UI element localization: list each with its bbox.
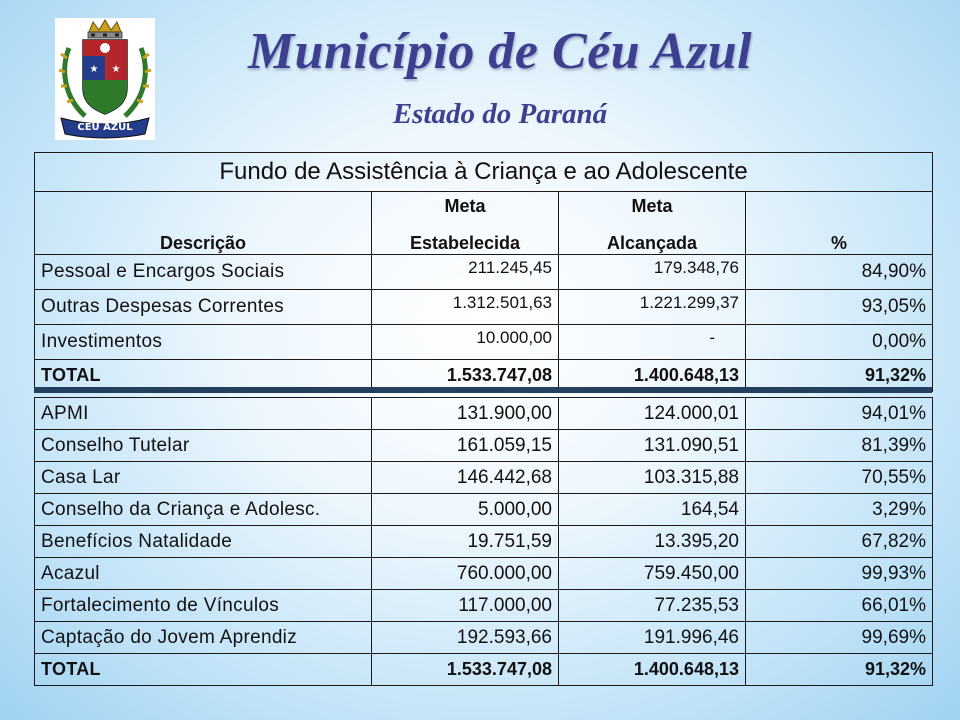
column-header-meta: Meta bbox=[559, 192, 746, 221]
table-row bbox=[35, 526, 933, 558]
row-percent: 81,39% bbox=[746, 430, 933, 462]
column-header-established: Estabelecida bbox=[372, 221, 559, 255]
row-description: Conselho Tutelar bbox=[35, 430, 372, 462]
row-achieved: 103.315,88 bbox=[559, 462, 746, 494]
row-established: 117.000,00 bbox=[372, 590, 559, 622]
table-row bbox=[35, 290, 933, 325]
total-label: TOTAL bbox=[35, 360, 372, 392]
row-achieved: 164,54 bbox=[559, 494, 746, 526]
table-row bbox=[35, 462, 933, 494]
total-achieved: 1.400.648,13 bbox=[559, 360, 746, 392]
svg-text:★: ★ bbox=[111, 64, 121, 75]
row-description: Benefícios Natalidade bbox=[35, 526, 372, 558]
row-achieved: 191.996,46 bbox=[559, 622, 746, 654]
svg-text:★: ★ bbox=[89, 64, 99, 75]
row-achieved: 131.090,51 bbox=[559, 430, 746, 462]
row-achieved: - bbox=[559, 325, 746, 360]
budget-table-detail bbox=[34, 397, 933, 686]
total-label: TOTAL bbox=[35, 654, 372, 686]
column-header-percent: % bbox=[746, 192, 933, 255]
row-percent: 94,01% bbox=[746, 398, 933, 430]
row-percent: 84,90% bbox=[746, 255, 933, 290]
table-row bbox=[35, 430, 933, 462]
page-subtitle: Estado do Paraná bbox=[392, 98, 608, 130]
row-percent: 99,93% bbox=[746, 558, 933, 590]
table-separator bbox=[34, 387, 932, 393]
column-header-meta: Meta bbox=[372, 192, 559, 221]
row-established: 10.000,00 bbox=[372, 325, 559, 360]
row-achieved: 759.450,00 bbox=[559, 558, 746, 590]
row-percent: 70,55% bbox=[746, 462, 933, 494]
total-achieved: 1.400.648,13 bbox=[559, 654, 746, 686]
row-description: Acazul bbox=[35, 558, 372, 590]
logo-ribbon-text: CÉU AZUL bbox=[77, 122, 133, 133]
row-established: 161.059,15 bbox=[372, 430, 559, 462]
table-row bbox=[35, 494, 933, 526]
table-total-row bbox=[35, 654, 933, 686]
row-percent: 93,05% bbox=[746, 290, 933, 325]
row-percent: 67,82% bbox=[746, 526, 933, 558]
row-percent: 66,01% bbox=[746, 590, 933, 622]
row-established: 146.442,68 bbox=[372, 462, 559, 494]
table-row bbox=[35, 590, 933, 622]
row-achieved: 77.235,53 bbox=[559, 590, 746, 622]
row-description: Pessoal e Encargos Sociais bbox=[35, 255, 372, 290]
total-established: 1.533.747,08 bbox=[372, 654, 559, 686]
row-established: 760.000,00 bbox=[372, 558, 559, 590]
row-established: 1.312.501,63 bbox=[372, 290, 559, 325]
total-established: 1.533.747,08 bbox=[372, 360, 559, 392]
row-description: Conselho da Criança e Adolesc. bbox=[35, 494, 372, 526]
row-achieved: 1.221.299,37 bbox=[559, 290, 746, 325]
row-achieved: 13.395,20 bbox=[559, 526, 746, 558]
column-header-description: Descrição bbox=[35, 192, 372, 255]
budget-table-summary bbox=[34, 152, 933, 392]
table-row bbox=[35, 255, 933, 290]
row-established: 131.900,00 bbox=[372, 398, 559, 430]
table-row bbox=[35, 622, 933, 654]
row-percent: 0,00% bbox=[746, 325, 933, 360]
row-description: Fortalecimento de Vínculos bbox=[35, 590, 372, 622]
row-description: APMI bbox=[35, 398, 372, 430]
row-established: 5.000,00 bbox=[372, 494, 559, 526]
row-description: Outras Despesas Correntes bbox=[35, 290, 372, 325]
total-percent: 91,32% bbox=[746, 360, 933, 392]
table-row bbox=[35, 325, 933, 360]
row-description: Investimentos bbox=[35, 325, 372, 360]
coat-of-arms-logo bbox=[55, 18, 155, 140]
column-header-achieved: Alcançada bbox=[559, 221, 746, 255]
row-percent: 3,29% bbox=[746, 494, 933, 526]
row-achieved: 124.000,01 bbox=[559, 398, 746, 430]
table-row bbox=[35, 558, 933, 590]
table-row bbox=[35, 398, 933, 430]
row-description: Casa Lar bbox=[35, 462, 372, 494]
row-established: 192.593,66 bbox=[372, 622, 559, 654]
row-percent: 99,69% bbox=[746, 622, 933, 654]
row-achieved: 179.348,76 bbox=[559, 255, 746, 290]
row-established: 19.751,59 bbox=[372, 526, 559, 558]
row-established: 211.245,45 bbox=[372, 255, 559, 290]
total-percent: 91,32% bbox=[746, 654, 933, 686]
page-title: Município de Céu Azul bbox=[247, 23, 753, 80]
row-description: Captação do Jovem Aprendiz bbox=[35, 622, 372, 654]
table-caption: Fundo de Assistência à Criança e ao Adolescente bbox=[35, 153, 933, 192]
